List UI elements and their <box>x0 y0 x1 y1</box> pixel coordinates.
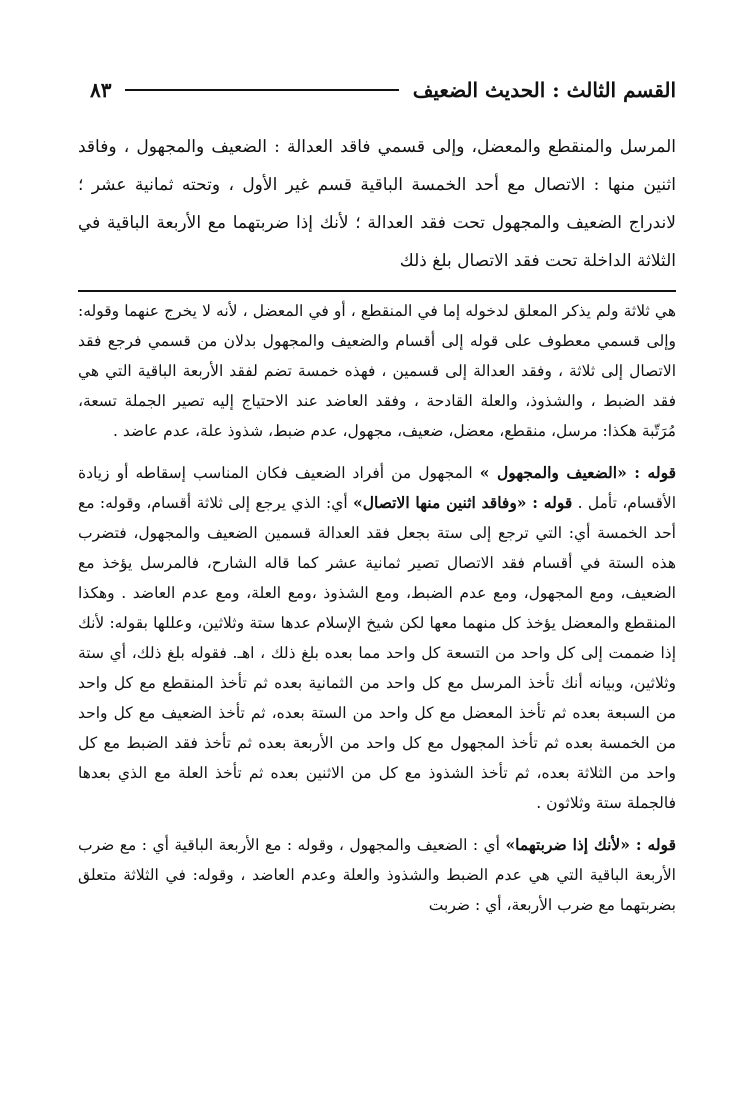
note-paragraph-2 <box>78 458 676 818</box>
main-paragraph: المرسل والمنقطع والمعضل، وإلى قسمي فاقد العدالة : الضعيف والمجهول ، وفاقد اثنين منها : الاتصال مع أحد الخمسة الباقية قسم غير الأول ، وتحته ثمانية عشر ؛ لاندراج الضعيف والمجهول تحت فقد العدالة ؛ لأنك إذا ضربتهما مع الأربعة الباقية في الثلاثة الداخلة تحت فقد الاتصال بلغ ذلك <box>78 137 676 271</box>
note-text: المجهول من أفراد الضعيف فكان المناسب إسقاطه أو زيادة الأقسام، تأمل . <box>78 464 676 512</box>
note-text: أي : الضعيف والمجهول ، وقوله : مع الأربعة الباقية أي : مع ضرب الأربعة الباقية التي هي عدم الضبط والشذوذ والعلة وعدم العاضد ، وقوله: في الثلاثة متعلق بضربتهما مع ضرب الأربعة، أي : ضربت <box>78 836 676 914</box>
page-number: ٨٣ <box>90 78 112 102</box>
footnote-divider <box>78 290 676 292</box>
quote-lead: قوله : «الضعيف والمجهول » <box>479 463 677 482</box>
quote-lead: قوله : «لأنك إذا ضربتهما» <box>505 835 676 854</box>
note-paragraph-1: هي ثلاثة ولم يذكر المعلق لدخوله إما في المنقطع ، أو في المعضل ، لأنه لا يخرج عنهما وقوله: وإلى قسمي معطوف على قوله إلى أقسام والضعيف والمجهول بدلان من قسمي فرجع فقد الاتصال إلى ثلاثة ، وفقد العدالة إلى قسمين ، فهذه خمسة تضم لفقد الأربعة الباقية التي هي فقد الضبط ، والشذوذ، والعلة القادحة ، وفقد العاضد عند الاحتياج إليه تصير الجملة تسعة، مُرَتّبة هكذا: مرسل، منقطع، معضل، ضعيف، مجهول، عدم ضبط، شذوذ علة، عدم عاضد . <box>78 302 676 440</box>
header-rule <box>125 89 398 91</box>
footnotes-block <box>78 296 676 920</box>
quote-lead: قوله : «وفاقد اثنين منها الاتصال» <box>353 493 573 512</box>
page-header <box>90 72 676 108</box>
main-text-block <box>78 128 676 280</box>
running-title: القسم الثالث : الحديث الضعيف <box>412 78 676 102</box>
note-text: أي: الذي يرجع إلى ثلاثة أقسام، وقوله: مع أحد الخمسة أي: التي ترجع إلى ستة بجعل فقد العدالة قسمين الضعيف والمجهول، فتضرب هذه الستة في أقسام فقد الاتصال تصير ثمانية عشر كما قاله الشارح، فالمرسل يؤخذ مع الضعيف، ومع المجهول، ومع عدم الضبط، ومع الشذوذ ،ومع العلة، ومع عدم العاضد . وهكذا المنقطع والمعضل يؤخذ كل منهما معها لكن شيخ الإسلام عدها ستة وثلاثين، وعللها بقوله: لأنك إذا ضممت إلى كل واحد من التسعة كل واحد مما بعده بلغ ذلك ، اهـ. فقوله بلغ ذلك، أي ستة وثلاثين، وبيانه أنك تأخذ المرسل مع كل واحد من الثمانية بعده ثم تأخذ المنقطع مع كل واحد من السبعة بعده ثم تأخذ المعضل مع كل واحد من الستة بعده، ثم تأخذ الضعيف مع كل واحد من الخمسة بعده ثم تأخذ المجهول مع كل واحد من الأربعة بعده ثم تأخذ فقد الضبط مع كل واحد من الثلاثة بعده، ثم تأخذ الشذوذ مع كل من الاثنين بعده ثم تأخذ العلة مع الذي بعدها فالجملة ستة وثلاثون . <box>78 494 676 812</box>
note-paragraph-3 <box>78 830 676 920</box>
